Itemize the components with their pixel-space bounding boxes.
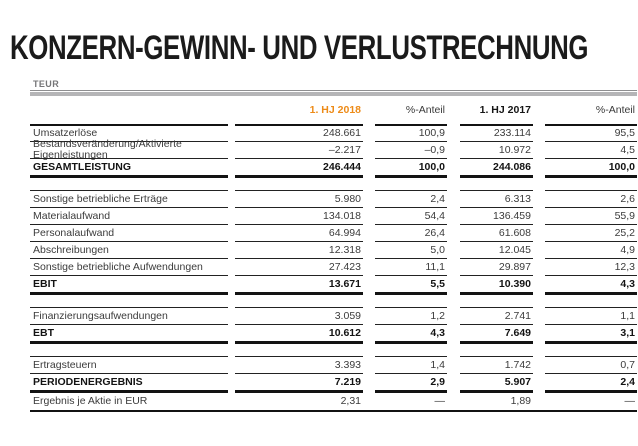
column-header-hj2018: 1. HJ 2018 bbox=[309, 103, 361, 116]
value-cell: 2.741 bbox=[460, 307, 533, 324]
value-cell: 12.318 bbox=[235, 241, 363, 258]
column-header-anteil-2018: %-Anteil bbox=[405, 103, 445, 116]
row-label: Sonstige betriebliche Aufwendungen bbox=[30, 258, 228, 275]
value-cell: 1,4 bbox=[375, 356, 447, 373]
value-cell: 13.671 bbox=[235, 275, 363, 295]
column-header-anteil-2017: %-Anteil bbox=[595, 103, 635, 116]
value-cell: — bbox=[434, 395, 445, 407]
table-row bbox=[30, 356, 637, 373]
table-row bbox=[30, 275, 637, 295]
column-header-spacer bbox=[30, 103, 228, 117]
table-row bbox=[30, 190, 637, 207]
value-cell: 10.612 bbox=[235, 324, 363, 344]
row-label: Sonstige betriebliche Erträge bbox=[30, 190, 228, 207]
row-label: EBT bbox=[30, 324, 228, 344]
table-row bbox=[30, 258, 637, 275]
value-cell: 2,4 bbox=[375, 190, 447, 207]
value-cell: 1,89 bbox=[510, 395, 531, 407]
value-cell: 1,1 bbox=[545, 307, 637, 324]
value-cell: 5.980 bbox=[235, 190, 363, 207]
value-cell: 100,9 bbox=[375, 124, 447, 141]
table-section bbox=[30, 307, 637, 344]
row-label: Materialaufwand bbox=[30, 207, 228, 224]
header-rule-thick bbox=[30, 92, 637, 96]
row-label: Bestandsveränderung/Aktivierte Eigenleistungen bbox=[30, 141, 228, 158]
table-body bbox=[30, 124, 637, 412]
table-row bbox=[30, 307, 637, 324]
value-cell: 61.608 bbox=[460, 224, 533, 241]
header-rule-thin bbox=[30, 90, 637, 91]
value-cell: 6.313 bbox=[460, 190, 533, 207]
row-label: Abschreibungen bbox=[30, 241, 228, 258]
row-label: Ertragsteuern bbox=[30, 356, 228, 373]
value-cell: 244.086 bbox=[460, 158, 533, 178]
value-cell: 26,4 bbox=[375, 224, 447, 241]
table-row bbox=[30, 373, 637, 393]
value-cell: –0,9 bbox=[375, 141, 447, 158]
value-cell: 0,7 bbox=[545, 356, 637, 373]
value-cell: 134.018 bbox=[235, 207, 363, 224]
income-statement-table bbox=[30, 78, 637, 412]
value-cell: 95,5 bbox=[545, 124, 637, 141]
value-cell: 248.661 bbox=[235, 124, 363, 141]
table-row bbox=[30, 241, 637, 258]
table-section bbox=[30, 356, 637, 412]
value-cell: 10.972 bbox=[460, 141, 533, 158]
value-cell: 11,1 bbox=[375, 258, 447, 275]
value-cell: 64.994 bbox=[235, 224, 363, 241]
value-cell: 12.045 bbox=[460, 241, 533, 258]
unit-label: TEUR bbox=[33, 79, 60, 89]
value-cell: 3.393 bbox=[235, 356, 363, 373]
value-cell: 54,4 bbox=[375, 207, 447, 224]
row-label: Umsatzerlöse bbox=[30, 124, 228, 141]
value-cell: — bbox=[624, 395, 635, 407]
value-cell: 5,5 bbox=[375, 275, 447, 295]
value-cell: 100,0 bbox=[375, 158, 447, 178]
value-cell: 4,3 bbox=[375, 324, 447, 344]
table-row bbox=[30, 224, 637, 241]
table-row bbox=[30, 393, 637, 410]
value-cell: 4,3 bbox=[545, 275, 637, 295]
value-cell: 1,2 bbox=[375, 307, 447, 324]
value-cell: 2,6 bbox=[545, 190, 637, 207]
row-label: Ergebnis je Aktie in EUR bbox=[33, 395, 148, 407]
value-cell: 2,31 bbox=[340, 395, 361, 407]
value-cell: 4,5 bbox=[545, 141, 637, 158]
value-cell: 3.059 bbox=[235, 307, 363, 324]
value-cell: –2.217 bbox=[235, 141, 363, 158]
value-cell: 7.219 bbox=[235, 373, 363, 393]
row-label: PERIODENERGEBNIS bbox=[30, 373, 228, 393]
value-cell: 2,4 bbox=[545, 373, 637, 393]
table-section bbox=[30, 190, 637, 295]
value-cell: 29.897 bbox=[460, 258, 533, 275]
column-header-hj2017: 1. HJ 2017 bbox=[479, 103, 531, 116]
column-header-row bbox=[30, 103, 637, 117]
value-cell: 5.907 bbox=[460, 373, 533, 393]
value-cell: 233.114 bbox=[460, 124, 533, 141]
value-cell: 7.649 bbox=[460, 324, 533, 344]
value-cell: 12,3 bbox=[545, 258, 637, 275]
value-cell: 136.459 bbox=[460, 207, 533, 224]
row-label: EBIT bbox=[30, 275, 228, 295]
value-cell: 3,1 bbox=[545, 324, 637, 344]
value-cell: 55,9 bbox=[545, 207, 637, 224]
table-section bbox=[30, 124, 637, 178]
value-cell: 10.390 bbox=[460, 275, 533, 295]
row-label: Personalaufwand bbox=[30, 224, 228, 241]
value-cell: 1.742 bbox=[460, 356, 533, 373]
value-cell: 246.444 bbox=[235, 158, 363, 178]
value-cell: 4,9 bbox=[545, 241, 637, 258]
row-label: Finanzierungsaufwendungen bbox=[30, 307, 228, 324]
value-cell: 27.423 bbox=[235, 258, 363, 275]
value-cell: 25,2 bbox=[545, 224, 637, 241]
table-row bbox=[30, 324, 637, 344]
row-label: GESAMTLEISTUNG bbox=[30, 158, 228, 178]
value-cell: 5,0 bbox=[375, 241, 447, 258]
value-cell: 2,9 bbox=[375, 373, 447, 393]
table-row bbox=[30, 158, 637, 178]
page-title: KONZERN-GEWINN- UND VERLUSTRECHNUNG bbox=[10, 28, 589, 67]
table-row bbox=[30, 207, 637, 224]
table-row bbox=[30, 138, 637, 161]
value-cell: 100,0 bbox=[545, 158, 637, 178]
